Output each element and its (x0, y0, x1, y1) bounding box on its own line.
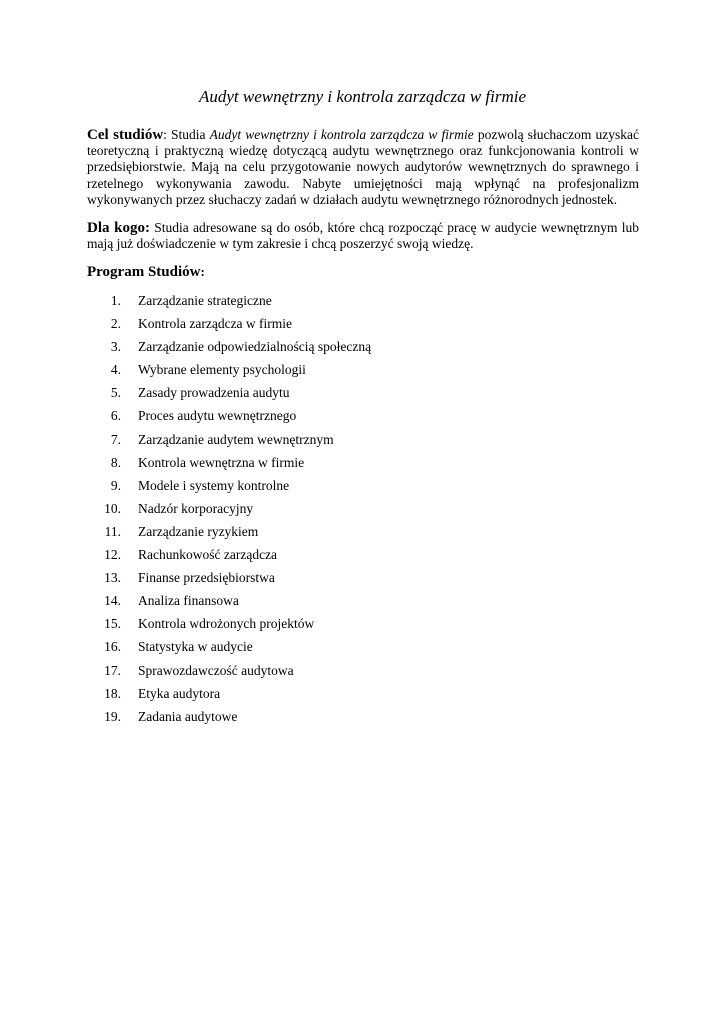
goal-text-before: Studia (166, 127, 210, 142)
list-item (0, 316, 725, 339)
goal-text-after: pozwolą słuchaczom uzyskać teoretyczną i praktyczną wiedzę dotyczącą audytu wewnętrznego oraz funkcjonowania kontroli w przedsiębiorstwie. Mają na celu przygotowanie nowych audytorów wewnętrznych do sprawnego i rzetelnego wykonywania zawodu. Nabyte umiejętności mają wpłynąć na profesjonalizm wykonywanych przez słuchaczy zadań w działach audytu wewnętrznego różnorodnych jednostek. (87, 127, 639, 207)
list-item-number: 14. (104, 593, 121, 609)
goal-paragraph (87, 127, 639, 208)
goal-label: Cel studiów (87, 127, 164, 143)
list-item-label: Zarządzanie audytem wewnętrznym (138, 431, 334, 447)
list-item-number: 16. (104, 639, 121, 655)
list-item (0, 593, 725, 616)
list-item-number: 15. (104, 616, 121, 632)
list-item-label: Proces audytu wewnętrznego (138, 408, 297, 424)
list-item (0, 432, 725, 455)
list-item-label: Etyka audytora (138, 685, 221, 701)
list-item-number: 19. (104, 708, 121, 724)
list-item (0, 339, 725, 362)
list-item (0, 686, 725, 709)
audience-text: Studia adresowane są do osób, które chcą rozpocząć pracę w audycie wewnętrznym lub mają już doświadczenie w tym zakresie i chcą poszerzyć swoją wiedzę. (87, 220, 640, 252)
list-item-number: 7. (110, 431, 121, 447)
list-item (0, 293, 725, 316)
list-item (0, 524, 725, 547)
list-item-number: 9. (110, 477, 121, 493)
list-item-number: 18. (104, 685, 121, 701)
list-item-number: 13. (104, 570, 121, 586)
audience-paragraph (87, 220, 639, 252)
list-item-label: Zarządzanie odpowiedzialnością społeczną (138, 339, 372, 355)
list-item (0, 408, 725, 431)
program-heading (87, 263, 205, 281)
list-item-label: Finanse przedsiębiorstwa (138, 570, 275, 586)
list-item-label: Kontrola zarządcza w firmie (138, 316, 293, 332)
list-item-label: Rachunkowość zarządcza (138, 547, 278, 563)
list-item (0, 663, 725, 686)
list-item-number: 3. (110, 339, 121, 355)
program-heading-text: Program Studiów (87, 264, 201, 280)
list-item-number: 2. (110, 316, 121, 332)
audience-label: Dla kogo: (87, 220, 150, 236)
document-title: Audyt wewnętrzny i kontrola zarządcza w firmie (198, 87, 527, 106)
list-item-number: 8. (110, 454, 121, 470)
list-item (0, 362, 725, 385)
list-item-label: Wybrane elementy psychologii (138, 362, 306, 378)
list-item-label: Kontrola wewnętrzna w firmie (138, 454, 305, 470)
list-item (0, 455, 725, 478)
list-item-number: 11. (104, 523, 121, 539)
list-item-label: Zarządzanie strategiczne (138, 293, 272, 308)
list-item (0, 547, 725, 570)
program-heading-colon: : (200, 264, 205, 279)
list-item-label: Statystyka w audycie (138, 639, 253, 655)
list-item (0, 616, 725, 639)
list-item (0, 501, 725, 524)
list-item-number: 4. (110, 362, 121, 378)
list-item-label: Kontrola wdrożonych projektów (138, 616, 315, 632)
goal-program-name: Audyt wewnętrzny i kontrola zarządcza w firmie (209, 127, 474, 142)
list-item-label: Zasady prowadzenia audytu (138, 385, 290, 401)
list-item-label: Zadania audytowe (138, 708, 238, 724)
list-item (0, 570, 725, 593)
list-item-label: Zarządzanie ryzykiem (138, 523, 259, 539)
list-item-number: 10. (104, 500, 121, 516)
list-item (0, 385, 725, 408)
list-item-number: 6. (110, 408, 121, 424)
list-item-number: 17. (104, 662, 121, 678)
list-item-label: Analiza finansowa (138, 593, 239, 609)
list-item (0, 639, 725, 662)
goal-colon: : (163, 127, 167, 142)
list-item-label: Modele i systemy kontrolne (138, 477, 290, 493)
list-item (0, 478, 725, 501)
list-item-number: 1. (110, 293, 121, 308)
list-item (0, 709, 725, 732)
list-item-label: Sprawozdawczość audytowa (138, 662, 294, 678)
list-item-number: 5. (110, 385, 121, 401)
program-list (0, 293, 725, 732)
list-item-number: 12. (104, 547, 121, 563)
list-item-label: Nadzór korporacyjny (138, 500, 254, 516)
